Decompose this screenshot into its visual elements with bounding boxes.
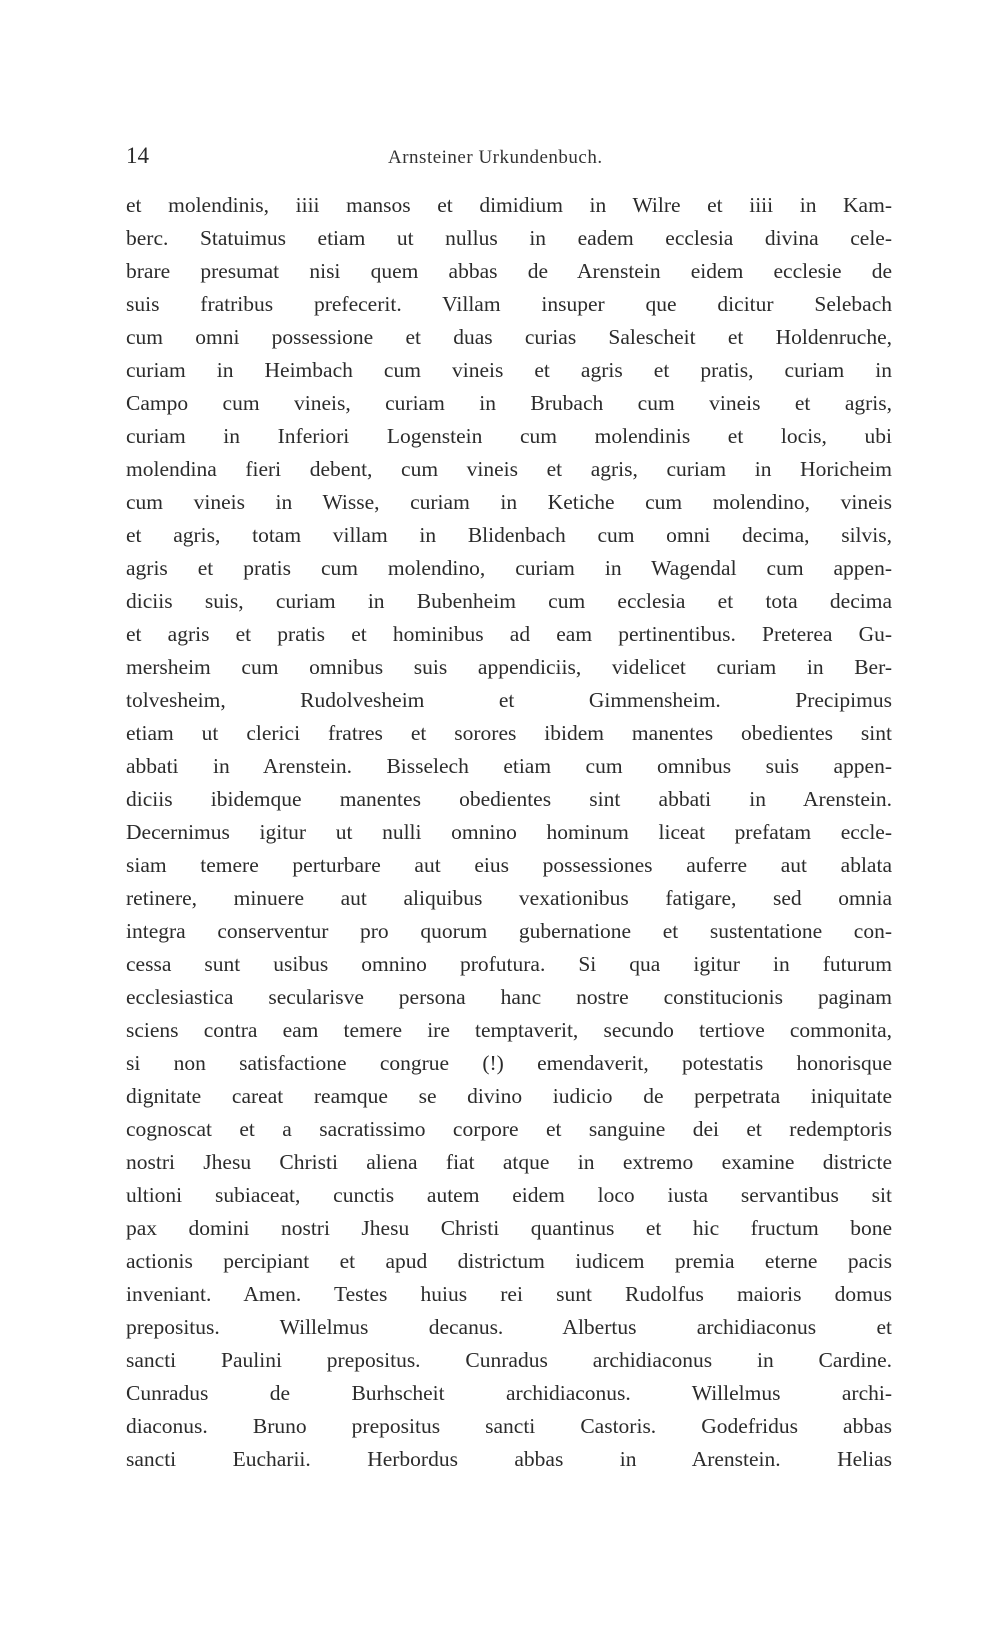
- text-line: Decernimus igitur ut nulli omnino hominum liceat prefatam eccle-: [126, 820, 892, 844]
- text-line: cum omni possessione et duas curias Salescheit et Holdenruche,: [126, 325, 892, 349]
- text-line: Cunradus de Burhscheit archidiaconus. Willelmus archi-: [126, 1381, 892, 1405]
- text-line: inveniant. Amen. Testes huius rei sunt Rudolfus maioris domus: [126, 1282, 892, 1306]
- text-line: integra conserventur pro quorum gubernatione et sustentatione con-: [126, 919, 892, 943]
- text-line: diaconus. Bruno prepositus sancti Castoris. Godefridus abbas: [126, 1414, 892, 1438]
- text-line: et agris, totam villam in Blidenbach cum omni decima, silvis,: [126, 523, 892, 547]
- text-line: cognoscat et a sacratissimo corpore et sanguine dei et redemptoris: [126, 1117, 892, 1141]
- text-line: diciis ibidemque manentes obedientes sint abbati in Arenstein.: [126, 787, 892, 811]
- running-head: Arnsteiner Urkundenbuch.: [388, 147, 603, 168]
- text-line: sancti Eucharii. Herbordus abbas in Arenstein. Helias: [126, 1447, 892, 1471]
- text-line: molendina fieri debent, cum vineis et agris, curiam in Horicheim: [126, 457, 892, 481]
- text-line: prepositus. Willelmus decanus. Albertus archidiaconus et: [126, 1315, 892, 1339]
- text-line: tolvesheim, Rudolvesheim et Gimmensheim. Precipimus: [126, 688, 892, 712]
- text-line: agris et pratis cum molendino, curiam in Wagendal cum appen-: [126, 556, 892, 580]
- text-line: brare presumat nisi quem abbas de Arenstein eidem ecclesie de: [126, 259, 892, 283]
- text-line: etiam ut clerici fratres et sorores ibidem manentes obedientes sint: [126, 721, 892, 745]
- text-line: abbati in Arenstein. Bisselech etiam cum omnibus suis appen-: [126, 754, 892, 778]
- page-header: [126, 141, 892, 171]
- text-line: ecclesiastica secularisve persona hanc nostre constitucionis paginam: [126, 985, 892, 1009]
- text-line: suis fratribus prefecerit. Villam insuper que dicitur Selebach: [126, 292, 892, 316]
- text-line: et molendinis, iiii mansos et dimidium in Wilre et iiii in Kam-: [126, 193, 892, 217]
- text-line: curiam in Heimbach cum vineis et agris et pratis, curiam in: [126, 358, 892, 382]
- body-text: [126, 189, 892, 1476]
- text-line: curiam in Inferiori Logenstein cum molendinis et locis, ubi: [126, 424, 892, 448]
- text-line: cessa sunt usibus omnino profutura. Si qua igitur in futurum: [126, 952, 892, 976]
- text-line: sciens contra eam temere ire temptaverit, secundo tertiove commonita,: [126, 1018, 892, 1042]
- text-line: dignitate careat reamque se divino iudicio de perpetrata iniquitate: [126, 1084, 892, 1108]
- text-line: sancti Paulini prepositus. Cunradus archidiaconus in Cardine.: [126, 1348, 892, 1372]
- text-line: mersheim cum omnibus suis appendiciis, videlicet curiam in Ber-: [126, 655, 892, 679]
- text-line: ultioni subiaceat, cunctis autem eidem loco iusta servantibus sit: [126, 1183, 892, 1207]
- text-line: pax domini nostri Jhesu Christi quantinus et hic fructum bone: [126, 1216, 892, 1240]
- text-line: berc. Statuimus etiam ut nullus in eadem ecclesia divina cele-: [126, 226, 892, 250]
- text-line: diciis suis, curiam in Bubenheim cum ecclesia et tota decima: [126, 589, 892, 613]
- text-line: actionis percipiant et apud districtum iudicem premia eterne pacis: [126, 1249, 892, 1273]
- text-line: Campo cum vineis, curiam in Brubach cum vineis et agris,: [126, 391, 892, 415]
- text-line: retinere, minuere aut aliquibus vexationibus fatigare, sed omnia: [126, 886, 892, 910]
- text-line: si non satisfactione congrue (!) emendaverit, potestatis honorisque: [126, 1051, 892, 1075]
- text-line: et agris et pratis et hominibus ad eam pertinentibus. Preterea Gu-: [126, 622, 892, 646]
- text-line: cum vineis in Wisse, curiam in Ketiche cum molendino, vineis: [126, 490, 892, 514]
- text-line: nostri Jhesu Christi aliena fiat atque in extremo examine districte: [126, 1150, 892, 1174]
- page-number: 14: [126, 143, 149, 168]
- text-line: siam temere perturbare aut eius possessiones auferre aut ablata: [126, 853, 892, 877]
